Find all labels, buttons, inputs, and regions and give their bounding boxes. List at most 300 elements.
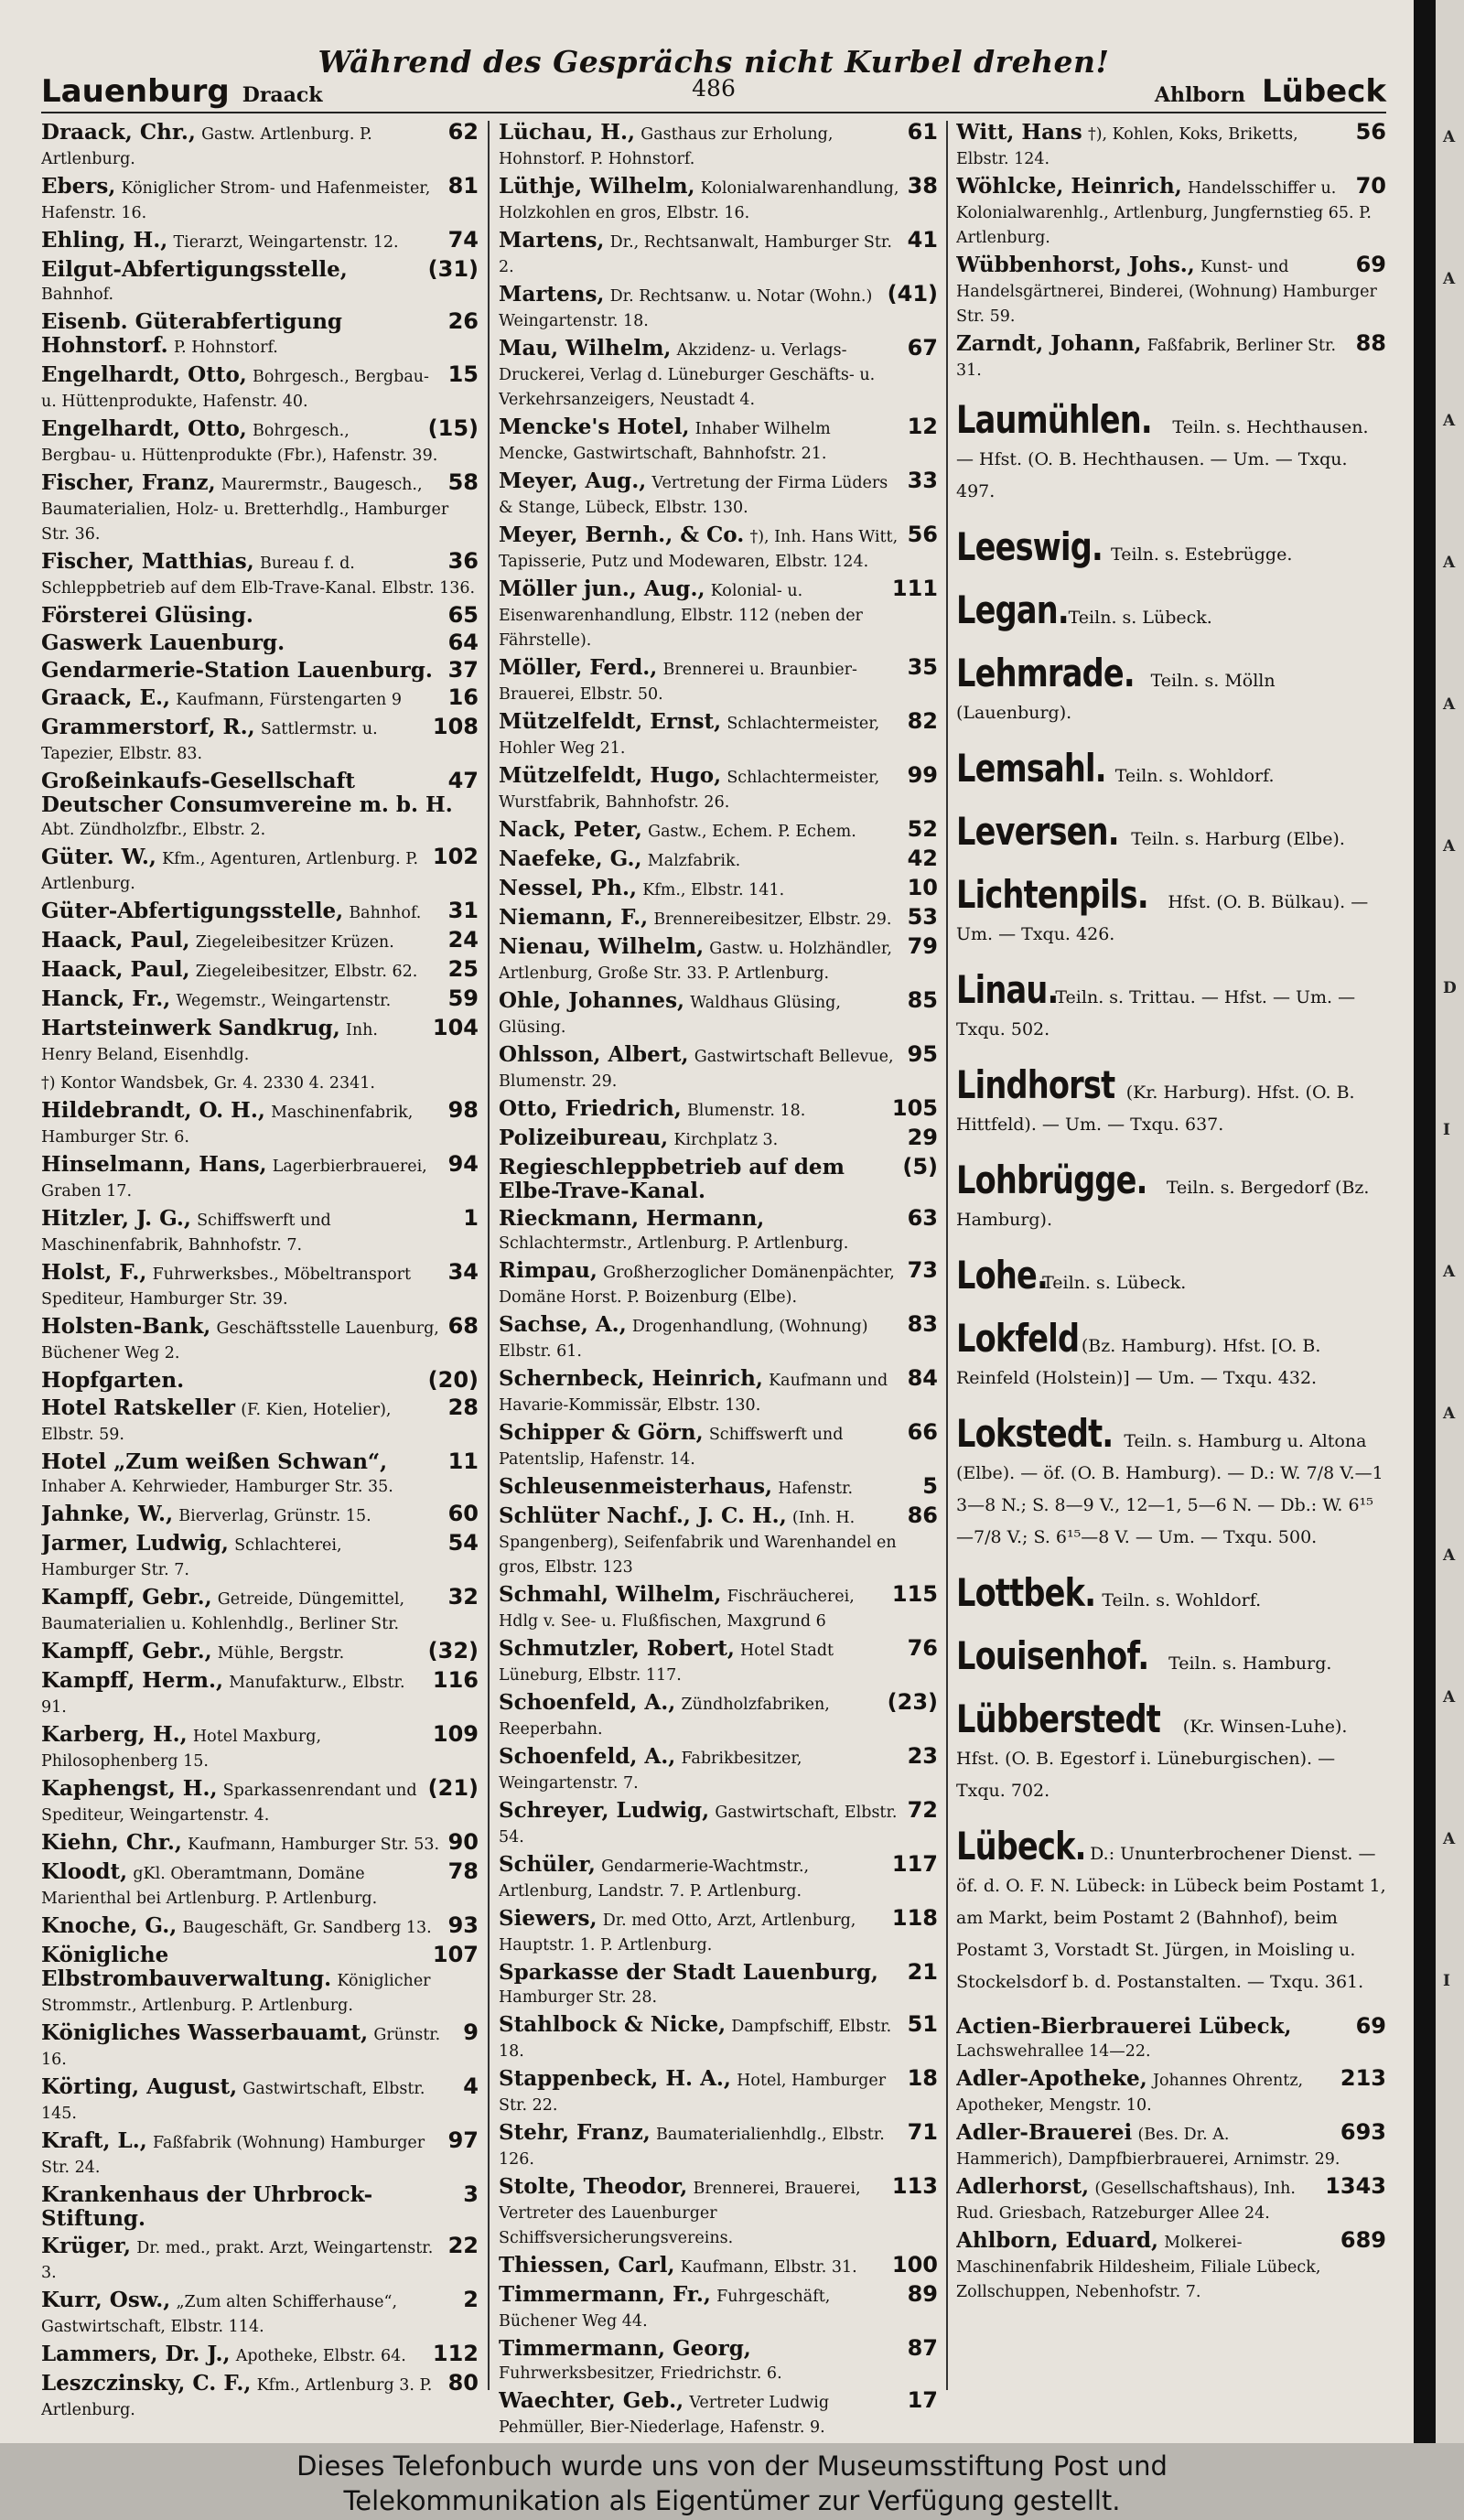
adjacent-page-edge bbox=[1414, 0, 1464, 2443]
entry-description: †), Inh. Hans Witt, Tapisserie, Putz und Modewaren, Elbstr. 124. bbox=[499, 528, 899, 571]
phone-number: 81 bbox=[447, 173, 479, 199]
entry-name: Gendarmerie-Station Lauenburg. bbox=[41, 658, 433, 683]
entry-description: Dr. Rechtsanw. u. Notar (Wohn.) Weingartenstr. 18. bbox=[499, 287, 873, 330]
directory-entry bbox=[499, 1853, 938, 1903]
directory-entry bbox=[41, 2235, 479, 2285]
entry-description: Kunst- und Handelsgärtnerei, Binderei, (Wohnung) Hamburger Str. 59. bbox=[956, 258, 1377, 326]
directory-entry bbox=[499, 2067, 938, 2117]
place-info: Teiln. s. Lübeck. bbox=[1068, 608, 1212, 628]
entry-description: (Bes. Dr. A. Hammerich), Dampfbierbrauerei, Arnimstr. 29. bbox=[956, 2126, 1340, 2169]
entry-name: Adlerhorst, bbox=[956, 2174, 1090, 2199]
entry-name: Knoche, G., bbox=[41, 1913, 178, 1938]
entry-name: Adler-Brauerei bbox=[956, 2120, 1133, 2145]
entry-name: Kampff, Herm., bbox=[41, 1668, 224, 1693]
entry-name: Hopfgarten. bbox=[41, 1368, 185, 1393]
entry-description: Wegemstr., Weingartenstr. bbox=[176, 992, 392, 1010]
entry-name: Actien-Bierbrauerei Lübeck, bbox=[956, 2014, 1292, 2039]
place-heading bbox=[956, 1062, 1386, 1141]
phone-number: 24 bbox=[447, 927, 479, 953]
entry-name: Haack, Paul, bbox=[41, 957, 190, 982]
phone-number: 105 bbox=[891, 1095, 938, 1121]
entry-name: Schoenfeld, A., bbox=[499, 1690, 676, 1715]
phone-number: 97 bbox=[447, 2127, 479, 2153]
directory-entry bbox=[41, 2288, 479, 2339]
entry-description: Faßfabrik, Berliner Str. 31. bbox=[956, 337, 1337, 380]
place-heading bbox=[956, 397, 1386, 508]
phone-number: 689 bbox=[1340, 2227, 1386, 2253]
place-heading bbox=[956, 1633, 1386, 1680]
directory-entry bbox=[499, 1637, 938, 1687]
phone-number: 9 bbox=[463, 2019, 479, 2045]
entry-name: Schipper & Görn, bbox=[499, 1420, 704, 1445]
directory-entry bbox=[41, 1315, 479, 1365]
phone-number: (21) bbox=[427, 1775, 479, 1801]
entry-name: Polizeibureau, bbox=[499, 1125, 669, 1150]
place-name: Lohe. bbox=[956, 1253, 1048, 1298]
place-heading bbox=[956, 1824, 1386, 1998]
header-rule bbox=[41, 112, 1386, 113]
entry-name: Thiessen, Carl, bbox=[499, 2253, 675, 2278]
phone-number: 15 bbox=[447, 361, 479, 387]
phone-number: 1343 bbox=[1325, 2173, 1386, 2199]
directory-entry bbox=[499, 764, 938, 814]
entry-description: P. Hohnstorf. bbox=[173, 339, 278, 357]
directory-entry bbox=[41, 2021, 479, 2072]
entry-description: Lagerbierbrauerei, Graben 17. bbox=[41, 1158, 427, 1201]
entry-description: gKl. Oberamtmann, Domäne Marienthal bei Artlenburg. P. Artlenburg. bbox=[41, 1865, 378, 1908]
entry-description: Kirchplatz 3. bbox=[673, 1131, 779, 1149]
phone-number: 109 bbox=[432, 1721, 479, 1747]
phone-number: 31 bbox=[447, 898, 479, 923]
phone-number: 99 bbox=[907, 762, 938, 788]
phone-number: 115 bbox=[891, 1581, 938, 1607]
directory-entry bbox=[41, 1640, 479, 1665]
phone-number: 90 bbox=[447, 1829, 479, 1855]
entry-name: Lüthje, Wilhelm, bbox=[499, 174, 695, 199]
entry-name: Kraft, L., bbox=[41, 2128, 147, 2153]
column-3-entries-bottom bbox=[956, 2015, 1386, 2304]
entry-name: Stehr, Franz, bbox=[499, 2120, 651, 2145]
phone-number: 58 bbox=[447, 469, 479, 495]
edge-letter: I bbox=[1443, 1972, 1450, 1990]
directory-entry bbox=[499, 710, 938, 760]
column-2 bbox=[499, 121, 938, 2436]
phone-number: 42 bbox=[907, 845, 938, 871]
entry-description: Kfm., Elbstr. 141. bbox=[642, 881, 785, 899]
entry-description: Brennerei, Brauerei, Vertreter des Lauenburger Schiffsversicherungsvereins. bbox=[499, 2180, 861, 2247]
directory-entry bbox=[41, 770, 479, 842]
entry-name: Holsten-Bank, bbox=[41, 1314, 211, 1339]
entry-name: Försterei Glüsing. bbox=[41, 603, 253, 628]
entry-name: Waechter, Geb., bbox=[499, 2388, 684, 2413]
phone-number: 4 bbox=[463, 2073, 479, 2099]
entry-name: Fischer, Franz, bbox=[41, 470, 216, 495]
directory-entry bbox=[41, 1914, 479, 1940]
directory-entry bbox=[41, 1860, 479, 1911]
phone-number: 108 bbox=[432, 714, 479, 739]
entry-description: Kaufmann, Elbstr. 31. bbox=[680, 2258, 857, 2277]
directory-entry bbox=[41, 1502, 479, 1528]
entry-description: Gastw. u. Holzhändler, Artlenburg, Große Str. 33. P. Artlenburg. bbox=[499, 940, 892, 983]
entry-name: Karberg, H., bbox=[41, 1722, 188, 1747]
place-name: Lübeck. bbox=[956, 1824, 1086, 1868]
entry-description: Handelsschiffer u. Kolonialwarenhlg., Artlenburg, Jungfernstieg 65. P. Artlenburg. bbox=[956, 179, 1372, 247]
entry-name: Lüchau, H., bbox=[499, 121, 636, 145]
entry-name: Möller, Ferd., bbox=[499, 655, 658, 680]
place-info: (Bz. Hamburg). Hfst. [O. B. Reinfeld (Holstein)] — Um. — Txqu. 432. bbox=[956, 1336, 1321, 1388]
phone-number: 25 bbox=[447, 956, 479, 982]
entry-name: Schmahl, Wilhelm, bbox=[499, 1582, 722, 1607]
entry-name: Güter. W., bbox=[41, 845, 156, 869]
header-right bbox=[1155, 73, 1386, 110]
phone-number: 18 bbox=[907, 2065, 938, 2091]
edge-letter: A bbox=[1443, 837, 1456, 856]
phone-number: 41 bbox=[907, 227, 938, 253]
phone-number: 65 bbox=[447, 602, 479, 628]
entry-name: Engelhardt, Otto, bbox=[41, 362, 247, 387]
directory-entry bbox=[41, 987, 479, 1013]
directory-entry bbox=[41, 1532, 479, 1582]
directory-entry bbox=[41, 686, 479, 712]
entry-description: Fuhrwerksbes., Möbeltransport Spediteur, Hamburger Str. 39. bbox=[41, 1265, 412, 1308]
place-name: Lottbek. bbox=[956, 1570, 1096, 1615]
directory-entry bbox=[499, 1799, 938, 1849]
directory-entry bbox=[499, 283, 938, 333]
entry-description: Schlachterei, Hamburger Str. 7. bbox=[41, 1536, 342, 1579]
entry-name: Nack, Peter, bbox=[499, 817, 642, 842]
directory-entry bbox=[956, 2015, 1386, 2063]
entry-description: †), Kohlen, Koks, Briketts, Elbstr. 124. bbox=[956, 125, 1298, 168]
entry-description: Gastw., Echem. P. Echem. bbox=[648, 823, 856, 841]
edge-letter: A bbox=[1443, 1405, 1456, 1423]
entry-name: Kampff, Gebr., bbox=[41, 1639, 212, 1664]
entry-description: Schiffswerft und Patentslip, Hafenstr. 14. bbox=[499, 1426, 844, 1469]
entry-name: Jahnke, W., bbox=[41, 1502, 174, 1526]
directory-entry bbox=[41, 2183, 479, 2231]
entry-name: Mützelfeldt, Hugo, bbox=[499, 763, 722, 788]
directory-entry bbox=[41, 1261, 479, 1311]
phone-number: 34 bbox=[447, 1259, 479, 1285]
directory-entry bbox=[499, 415, 938, 466]
phone-number: (5) bbox=[902, 1154, 938, 1179]
directory-entry bbox=[499, 1259, 938, 1309]
directory-entry bbox=[41, 363, 479, 414]
phone-number: 83 bbox=[907, 1311, 938, 1337]
phone-number: 53 bbox=[907, 904, 938, 930]
entry-description: Maurermstr., Baugesch., Baumaterialien, Holz- u. Bretterhdlg., Hamburger Str. 36. bbox=[41, 476, 449, 544]
directory-entry bbox=[499, 1043, 938, 1093]
entry-description: Kfm., Agenturen, Artlenburg. P. Artlenburg. bbox=[41, 850, 419, 893]
column-3-entries-top bbox=[956, 121, 1386, 382]
directory-entry bbox=[41, 2342, 479, 2368]
directory-entry bbox=[499, 523, 938, 574]
phone-number: 56 bbox=[1355, 121, 1386, 145]
directory-entry bbox=[499, 229, 938, 279]
entry-name: Sachse, A., bbox=[499, 1312, 627, 1337]
entry-description: Bohrgesch., Bergbau- u. Hüttenprodukte (Fbr.), Hafenstr. 39. bbox=[41, 422, 438, 465]
entry-description: Gasthaus zur Erholung, Hohnstorf. P. Hohnstorf. bbox=[499, 125, 834, 168]
entry-description: †) Kontor Wandsbek, Gr. 4. 2330 4. 2341. bbox=[41, 1074, 375, 1093]
phone-number: 2 bbox=[463, 2287, 479, 2312]
phone-number: (23) bbox=[887, 1689, 938, 1715]
place-name: Lübberstedt bbox=[956, 1696, 1160, 1741]
footer-line-1: Dieses Telefonbuch wurde uns von der Museumsstiftung Post und bbox=[296, 2450, 1168, 2482]
entry-description: Manufakturw., Elbstr. 91. bbox=[41, 1674, 405, 1717]
directory-entry bbox=[499, 877, 938, 902]
entry-name: Wübbenhorst, Johs., bbox=[956, 253, 1195, 277]
phone-number: 1 bbox=[463, 1205, 479, 1231]
entry-description: Inhaber A. Kehrwieder, Hamburger Str. 35. bbox=[41, 1478, 393, 1496]
place-name: Lemsahl. bbox=[956, 746, 1106, 791]
phone-number: 52 bbox=[907, 816, 938, 842]
directory-entry bbox=[499, 847, 938, 873]
entry-description: Ziegeleibesitzer Krüzen. bbox=[195, 933, 394, 952]
entry-description: Tierarzt, Weingartenstr. 12. bbox=[173, 233, 399, 252]
place-info: Teiln. s. Hamburg u. Altona (Elbe). — öf. (O. B. Hamburg). — D.: W. 7/8 V.—1 3—8 N.; S. 8—9 V., 12—1, 5—6 N. — Db.: W. 6¹⁵—7/8 V.; S. 6¹⁵—8 V. — Um. — Txqu. 500. bbox=[956, 1431, 1383, 1547]
entry-name: Fischer, Matthias, bbox=[41, 549, 254, 574]
entry-description: Fabrikbesitzer, Weingartenstr. 7. bbox=[499, 1750, 802, 1793]
directory-entry bbox=[956, 2175, 1386, 2225]
header-right-place: Lübeck bbox=[1261, 73, 1386, 110]
entry-name: Meyer, Bernh., & Co. bbox=[499, 522, 745, 547]
place-list bbox=[956, 397, 1386, 1998]
phone-number: 79 bbox=[907, 933, 938, 959]
entry-name: Martens, bbox=[499, 282, 605, 307]
phone-number: 72 bbox=[907, 1797, 938, 1823]
directory-entry bbox=[499, 2283, 938, 2333]
directory-entry bbox=[41, 631, 479, 655]
directory-entry bbox=[41, 1153, 479, 1203]
phone-number: 62 bbox=[447, 121, 479, 145]
place-heading bbox=[956, 524, 1386, 571]
entry-name: Kurr, Osw., bbox=[41, 2288, 171, 2312]
entry-description: Gastwirtschaft Bellevue, Blumenstr. 29. bbox=[499, 1048, 894, 1091]
entry-description: „Zum alten Schifferhause“, Gastwirtschaft, Elbstr. 114. bbox=[41, 2293, 398, 2336]
entry-name: Grammerstorf, R., bbox=[41, 715, 255, 739]
phone-number: 89 bbox=[907, 2281, 938, 2307]
place-info: Teiln. s. Lübeck. bbox=[1042, 1273, 1187, 1293]
entry-name: Martens, bbox=[499, 228, 605, 253]
entry-description: Bohrgesch., Bergbau- u. Hüttenprodukte, Hafenstr. 40. bbox=[41, 368, 429, 411]
entry-name: Meyer, Aug., bbox=[499, 468, 647, 493]
place-name: Legan. bbox=[956, 587, 1069, 632]
entry-name: Königliches Wasserbauamt, bbox=[41, 2020, 369, 2045]
place-name: Lokfeld bbox=[956, 1316, 1080, 1361]
entry-name: Otto, Friedrich, bbox=[499, 1096, 682, 1121]
place-info: D.: Ununterbrochener Dienst. — öf. d. O. F. N. Lübeck: in Lübeck beim Postamt 1, am Markt, beim Postamt 2 (Bahnhof), beim Postamt 3, Vorstadt St. Jürgen, in Moisling u. Stockelsdorf b. d. Postanstalten. — Txqu. 361. bbox=[956, 1844, 1386, 1992]
edge-letter: A bbox=[1443, 1263, 1456, 1281]
entry-description: Johannes Ohrentz, Apotheker, Mengstr. 10. bbox=[956, 2072, 1304, 2115]
phone-number: 111 bbox=[891, 576, 938, 601]
directory-entry bbox=[41, 1017, 479, 1067]
entry-description: Gastw. Artlenburg. P. Artlenburg. bbox=[41, 125, 372, 168]
entry-description: Kaufmann, Fürstengarten 9 bbox=[176, 691, 403, 709]
place-heading bbox=[956, 967, 1386, 1046]
directory-entry bbox=[499, 2254, 938, 2279]
entry-description: Hotel Stadt Lüneburg, Elbstr. 117. bbox=[499, 1642, 834, 1685]
entry-name: Mencke's Hotel, bbox=[499, 415, 690, 439]
entry-name: Naefeke, G., bbox=[499, 846, 642, 871]
phone-number: 88 bbox=[1355, 330, 1386, 356]
phone-number: 17 bbox=[907, 2387, 938, 2413]
entry-description: Apotheke, Elbstr. 64. bbox=[235, 2347, 406, 2365]
place-name: Leeswig. bbox=[956, 524, 1103, 569]
place-info: Teiln. s. Hechthausen. — Hfst. (O. B. Hechthausen. — Um. — Txqu. 497. bbox=[956, 417, 1369, 501]
phone-number: 117 bbox=[891, 1851, 938, 1877]
place-name: Lohbrügge. bbox=[956, 1158, 1147, 1202]
entry-name: Güter-Abfertigungsstelle, bbox=[41, 899, 344, 923]
entry-description: Gastwirtschaft, Elbstr. 145. bbox=[41, 2080, 425, 2123]
entry-name: Niemann, F., bbox=[499, 905, 649, 930]
edge-letter: A bbox=[1443, 1688, 1456, 1707]
place-info: Hfst. (O. B. Bülkau). — Um. — Txqu. 426. bbox=[956, 892, 1369, 944]
entry-name: Sparkasse der Stadt Lauenburg, bbox=[499, 1960, 878, 1985]
entry-name: Rimpau, bbox=[499, 1258, 597, 1283]
phone-number: 80 bbox=[447, 2370, 479, 2396]
entry-description: Kaufmann, Hamburger Str. 53. bbox=[188, 1836, 440, 1854]
entry-description: Kaufmann und Havarie-Kommissär, Elbstr. 130. bbox=[499, 1372, 888, 1415]
phone-number: 68 bbox=[447, 1313, 479, 1339]
entry-description: Brennerei u. Braunbier-Brauerei, Elbstr. 50. bbox=[499, 661, 857, 704]
directory-entry bbox=[41, 604, 479, 628]
entry-description: Hamburger Str. 28. bbox=[499, 1988, 658, 2007]
directory-entry bbox=[499, 2121, 938, 2171]
directory-entry bbox=[499, 1504, 938, 1579]
entry-description: Dr. med., prakt. Arzt, Weingartenstr. 3. bbox=[41, 2239, 434, 2282]
phone-number: 95 bbox=[907, 1041, 938, 1067]
directory-entry bbox=[41, 121, 479, 171]
directory-entry bbox=[499, 1097, 938, 1123]
place-info: Teiln. s. Bergedorf (Bz. Hamburg). bbox=[956, 1178, 1370, 1230]
entry-name: Krüger, bbox=[41, 2234, 131, 2258]
phone-number: 22 bbox=[447, 2233, 479, 2258]
phone-number: (31) bbox=[427, 256, 479, 282]
entry-description: Brennereibesitzer, Elbstr. 29. bbox=[653, 910, 892, 929]
entry-description: Baumaterialienhdlg., Elbstr. 126. bbox=[499, 2126, 885, 2169]
edge-letter: A bbox=[1443, 412, 1456, 430]
place-heading bbox=[956, 1411, 1386, 1554]
directory-entry bbox=[956, 332, 1386, 382]
entry-name: Wöhlcke, Heinrich, bbox=[956, 174, 1182, 199]
entry-name: Zarndt, Johann, bbox=[956, 331, 1142, 356]
entry-name: Kloodt, bbox=[41, 1859, 128, 1884]
phone-number: 118 bbox=[891, 1905, 938, 1931]
header-right-word: Ahlborn bbox=[1154, 83, 1245, 107]
place-name: Laumühlen. bbox=[956, 397, 1152, 442]
entry-name: Nessel, Ph., bbox=[499, 876, 637, 900]
entry-name: Hartsteinwerk Sandkrug, bbox=[41, 1016, 340, 1040]
phone-number: 693 bbox=[1340, 2119, 1386, 2145]
entry-name: Hanck, Fr., bbox=[41, 986, 171, 1011]
directory-entry bbox=[956, 121, 1386, 171]
entry-name: Kaphengst, H., bbox=[41, 1776, 218, 1801]
entry-name: Ohle, Johannes, bbox=[499, 988, 685, 1013]
directory-entry bbox=[41, 1207, 479, 1257]
entry-name: Rieckmann, Hermann, bbox=[499, 1206, 765, 1231]
phone-number: 33 bbox=[907, 468, 938, 493]
entry-name: Eilgut-Abfertigungsstelle, bbox=[41, 257, 348, 282]
entry-name: Hotel „Zum weißen Schwan“, bbox=[41, 1449, 388, 1474]
entry-name: Krankenhaus der Uhrbrock-Stiftung. bbox=[41, 2182, 373, 2231]
directory-entry bbox=[499, 1207, 938, 1255]
directory-entry bbox=[41, 310, 479, 360]
entry-description: Dr., Rechtsanwalt, Hamburger Str. 2. bbox=[499, 233, 892, 276]
entry-name: Schüler, bbox=[499, 1852, 596, 1877]
adjacent-page-strip bbox=[1436, 0, 1464, 2443]
phone-number: 32 bbox=[447, 1584, 479, 1610]
entry-description: (F. Kien, Hotelier), Elbstr. 59. bbox=[41, 1401, 392, 1444]
directory-entry bbox=[41, 1669, 479, 1719]
entry-name: Schernbeck, Heinrich, bbox=[499, 1366, 763, 1391]
header-banner: Während des Gesprächs nicht Kurbel drehen! bbox=[318, 44, 1110, 80]
entry-description: Bahnhof. bbox=[349, 904, 422, 922]
directory-entry bbox=[499, 1907, 938, 1957]
entry-name: Lammers, Dr. J., bbox=[41, 2342, 231, 2366]
phone-number: 36 bbox=[447, 548, 479, 574]
entry-description: Akzidenz- u. Verlags-Druckerei, Verlag d. Lüneburger Geschäfts- u. Verkehrsanzeigers, Neustadt 4. bbox=[499, 341, 876, 409]
directory-entry bbox=[41, 1450, 479, 1499]
phone-number: 11 bbox=[447, 1448, 479, 1474]
directory-entry bbox=[41, 417, 479, 468]
place-info: Teiln. s. Harburg (Elbe). bbox=[1131, 829, 1345, 849]
entry-name: Hitzler, J. G., bbox=[41, 1206, 191, 1231]
phone-number: 28 bbox=[447, 1395, 479, 1420]
header-left-word: Draack bbox=[242, 83, 323, 107]
entry-description: Bierverlag, Grünstr. 15. bbox=[178, 1507, 371, 1525]
entry-description: Blumenstr. 18. bbox=[686, 1102, 806, 1120]
directory-entry bbox=[41, 471, 479, 546]
directory-entry bbox=[499, 1691, 938, 1741]
phone-number: 87 bbox=[907, 2335, 938, 2361]
edge-letter: D bbox=[1443, 979, 1457, 997]
phone-number: 73 bbox=[907, 1257, 938, 1283]
directory-entry bbox=[41, 1831, 479, 1857]
entry-name: Ahlborn, Eduard, bbox=[956, 2228, 1159, 2253]
directory-entry bbox=[41, 258, 479, 307]
directory-entry bbox=[499, 2337, 938, 2385]
directory-entry bbox=[41, 899, 479, 925]
entry-description: Schlachtermstr., Artlenburg. P. Artlenburg. bbox=[499, 1234, 849, 1253]
place-heading bbox=[956, 809, 1386, 856]
entry-description: Fuhrwerksbesitzer, Friedrichstr. 6. bbox=[499, 2364, 782, 2383]
entry-name: Schleusenmeisterhaus, bbox=[499, 1474, 773, 1499]
phone-number: 116 bbox=[432, 1667, 479, 1693]
directory-entry bbox=[499, 656, 938, 706]
entry-description: Waldhaus Glüsing, Glüsing. bbox=[499, 994, 841, 1037]
entry-description: Mühle, Bergstr. bbox=[217, 1644, 345, 1663]
phone-number: (41) bbox=[887, 281, 938, 307]
phone-number: 12 bbox=[907, 414, 938, 439]
entry-description: Sparkassenrendant und Spediteur, Weingartenstr. 4. bbox=[41, 1782, 417, 1825]
entry-description: Dampfschiff, Elbstr. 18. bbox=[499, 2018, 892, 2061]
directory-entry bbox=[41, 1586, 479, 1636]
place-info: Teiln. s. Wohldorf. bbox=[1102, 1590, 1262, 1610]
directory-entry bbox=[41, 1099, 479, 1149]
phone-number: 67 bbox=[907, 335, 938, 361]
directory-entry bbox=[41, 175, 479, 225]
directory-entry bbox=[499, 577, 938, 652]
entry-name: Hotel Ratskeller bbox=[41, 1395, 235, 1420]
entry-name: Draack, Chr., bbox=[41, 121, 196, 145]
entry-description: Kolonialwarenhandlung, Holzkohlen en gros, Elbstr. 16. bbox=[499, 179, 899, 222]
entry-description: Bahnhof. bbox=[41, 285, 114, 304]
entry-description: Geschäftsstelle Lauenburg, Büchener Weg 2. bbox=[41, 1319, 439, 1362]
edge-letter: A bbox=[1443, 270, 1456, 288]
edge-letter: A bbox=[1443, 695, 1456, 714]
phone-number: 102 bbox=[432, 844, 479, 869]
entry-description: Gastwirtschaft, Elbstr. 54. bbox=[499, 1804, 898, 1847]
phone-number: 59 bbox=[447, 985, 479, 1011]
